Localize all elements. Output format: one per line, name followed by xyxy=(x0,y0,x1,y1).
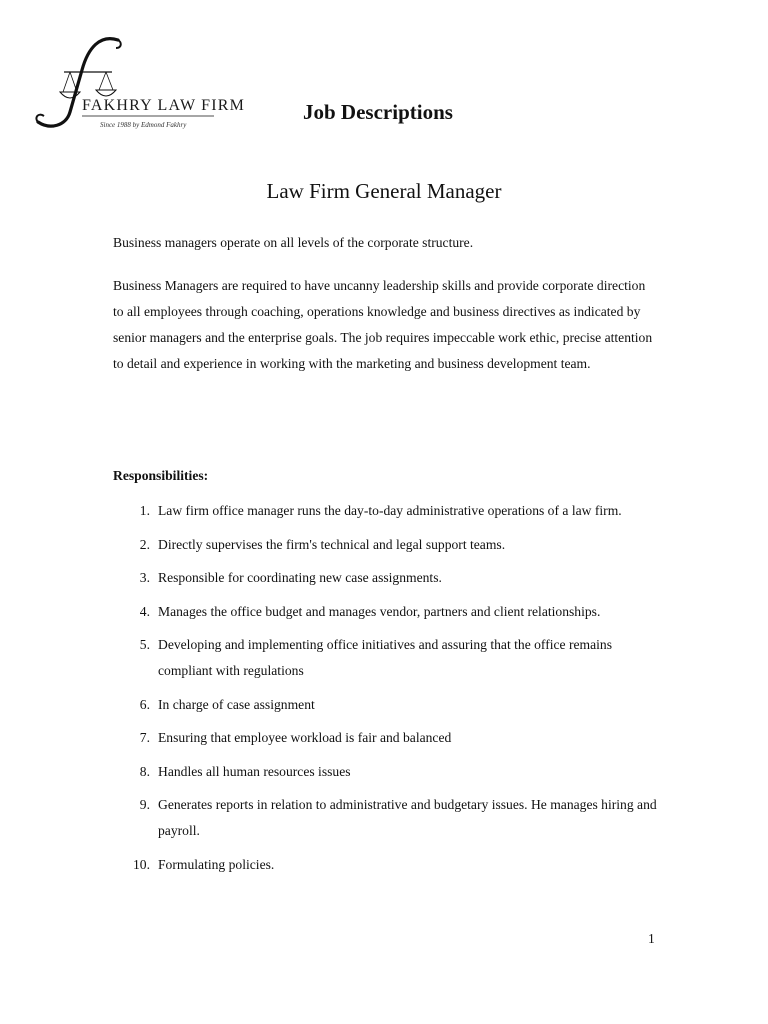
stylized-f-scales-icon xyxy=(30,34,230,134)
list-text: Manages the office budget and manages vendor, partners and client relationships. xyxy=(158,603,601,619)
list-item xyxy=(113,852,658,878)
list-text: Generates reports in relation to administrative and budgetary issues. He manages hiring and payroll. xyxy=(158,797,657,838)
list-number: 7. xyxy=(139,730,150,745)
list-number: 3. xyxy=(139,570,150,585)
list-item xyxy=(113,565,658,591)
list-text: Law firm office manager runs the day-to-day administrative operations of a law firm. xyxy=(158,503,622,518)
list-item xyxy=(113,599,658,625)
list-number: 6. xyxy=(139,696,150,712)
list-text: Handles all human resources issues xyxy=(158,763,351,779)
list-item xyxy=(113,532,658,558)
page-number: 1 xyxy=(648,931,655,946)
list-number: 10. xyxy=(133,856,150,872)
list-number: 5. xyxy=(139,637,150,652)
job-title: Law Firm General Manager xyxy=(266,179,502,203)
list-item xyxy=(113,759,658,785)
list-number: 1. xyxy=(139,503,150,518)
list-text: Formulating policies. xyxy=(158,856,275,872)
list-text: In charge of case assignment xyxy=(158,696,315,712)
document-title: Job Descriptions xyxy=(303,100,453,124)
list-number: 8. xyxy=(139,763,150,779)
firm-logo xyxy=(30,34,246,134)
list-item xyxy=(113,692,658,718)
list-item xyxy=(113,792,658,844)
list-item xyxy=(113,725,658,751)
list-text: Responsible for coordinating new case assignments. xyxy=(158,570,442,585)
intro-paragraph: Business managers operate on all levels of the corporate structure. xyxy=(113,235,474,250)
firm-tagline: Since 1988 by Edmond Fakhry xyxy=(100,121,187,129)
list-number: 4. xyxy=(139,603,150,619)
list-text: Directly supervises the firm's technical and legal support teams. xyxy=(158,536,506,552)
list-item xyxy=(113,632,658,684)
responsibilities-list xyxy=(113,498,658,885)
list-number: 2. xyxy=(139,536,150,552)
list-text: Developing and implementing office initiatives and assuring that the office remains compliant with regulations xyxy=(158,637,613,678)
description-paragraph: Business Managers are required to have uncanny leadership skills and provide corporate direction to all employees through coaching, operations knowledge and business directives as indicated by senior managers and the enterprise goals. The job requires impeccable work ethic, precise attention to detail and experience in working with the marketing and business development team. xyxy=(113,278,653,371)
list-item xyxy=(113,498,658,524)
firm-name: FAKHRY LAW FIRM xyxy=(82,97,246,114)
list-number: 9. xyxy=(139,797,150,812)
responsibilities-heading: Responsibilities: xyxy=(113,468,209,483)
list-text: Ensuring that employee workload is fair and balanced xyxy=(158,730,452,745)
